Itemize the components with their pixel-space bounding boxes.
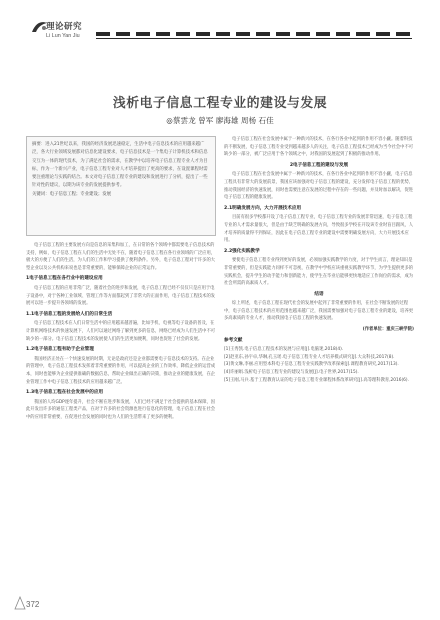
- subsection-heading: 2.1明确发展方向，大力开展技术应用: [224, 205, 302, 211]
- page-number: 372: [26, 600, 40, 609]
- column-name: 理论研究: [46, 22, 83, 32]
- conclusion-heading: 结语: [314, 291, 324, 297]
- column-pinyin: Li Lun Yan Jiu: [46, 33, 80, 39]
- abstract-box: [26, 136, 216, 236]
- journal-header: [0, 0, 440, 58]
- article-authors: ◎蔡雲龙 曾军 廖海雄 周杨 石佳: [166, 116, 274, 125]
- author-affiliation: (作者单位：重庆三峡学院): [362, 327, 414, 333]
- right-column: [224, 136, 414, 604]
- references-heading: 参考文献: [224, 337, 243, 343]
- header-rule: [96, 38, 412, 39]
- subsection-heading: 1.1电子信息工程的发展给人们的日常生活: [26, 311, 113, 317]
- body-paragraph: 我国经济正处在一个快速发展的时期，无论是政府还是企业都需要电子信息技术的支持。在企业的管理中，电子信息工程技术发挥着非常重要的作用，可以提高企业的工作效率，降低企业的运营成本，同时也能够为企业提供准确的数据信息，帮助企业做出正确的决策，推动企业的健康发展，在企业管理工作中电子信息工程技术的应用越来越广泛。: [26, 356, 216, 385]
- abstract-text: 摘要：进入21世纪以来，我国的经济发展迅速稳定，生活中电子信息技术的应用越来越广泛，各大行业领域发展都对信息化建设要求，电子信息技术是一个集电子计算机技术和信息交互为一体的现代技术，为了满足社会的需求，在教学中以培养电子信息工程专业人才为目标，作为一个新兴产业，电子信息工程专业对人才培养提出了更高的要求，在设置课程时需要注重理论与实践的结合。本文对电子信息工程专业的建设和发展进行了分析，提出了一些针对性的建议，以期为该专业的发展提供参考。: [32, 142, 208, 189]
- body-paragraph: 我国的人均GDP逐年提升，社会不断在进步和发展，人们已经不满足于社会提供的基本保障，因此开发出许多的通信工程类产品，在对于许多的社会资源也进行信息化的管理，电子信息工程在社会中的应用非常重要，在促进社会发展的同时也为人们的生活带来了更多的便利。: [26, 399, 216, 420]
- body-paragraph: 要使电子信息工程专业得到更好的发展，必须加强实践教学的力度，对于学生而言，理论知识是非常重要的，但是实践能力同样不可忽视，在教学中学校应该重视实践教学环节，为学生提供更多的实践机会，提升学生的动手能力和创新能力，使学生在毕业后能够更快地适应工作岗位的需求，成为社会所需的高素质人才。: [224, 258, 414, 287]
- body-paragraph: 目前有很多学校都开设了电子信息工程专业，电子信息工程专业的发展非常迅速，电子信息工程专业的人才需求量很大，但是由于缺乏明确的发展方向，导致很多学校在开设该专业时盲目跟风，人才培养的质量得不到保证，因此在电子信息工程专业的建设中需要明确发展方向，大力开展技术应用。: [224, 215, 414, 244]
- body-paragraph: 电子信息工程在社会发展中属于一种新兴的技术，在各行各业中起到的作用不容小觑。随着科技的不断发展，电子信息工程专业受到越来越多人的关注，电子信息工程技术已经成为当今社会中不可缺少的一部分，被广泛应用于各个领域之中，对我国的发展起到了积极的推动作用。: [224, 137, 414, 158]
- reference-item: [4]许丽娟.浅析电子信息工程专业的建设与发展[J].电子世界,2017(15).: [224, 370, 359, 376]
- conclusion-paragraph: 综上所述，电子信息工程在现代社会的发展中起到了非常重要的作用，在社会不断发展的过程中，电子信息工程技术的应用范围也越来越广泛，我国需要加强对电子信息工程专业的建设，培养更多高素质的专业人才，推动我国电子信息工程的快速发展。: [224, 301, 414, 322]
- left-column: [26, 242, 216, 594]
- intro-paragraph: 电子信息工程的主要发展方向是信息的采集和加工，在日常的各个领域中都需要电子信息技术的支持，例如，电子信息工程在人们的生活中无处不在，随着电子信息工程在各行业领域的广泛应用，极大的方便了人们的生活，为人们的工作和学习提供了便利条件。另外，电子信息工程对于许多的大型企业以及公共机构来说也是非常重要的，能够保障企业的正常运作。: [26, 243, 216, 271]
- header-dashed-bar: [96, 32, 412, 36]
- reference-item: [5]王刚,马兵.基于工程教育认证的电子信息工程专业课程体系改革研究[J].高等理科教育,2016(6).: [224, 377, 409, 383]
- reference-item: [2]赵亚东,孙宇卓,华琳,孔玉瑶.电子信息工程专业人才培养模式研究[J].大众科技,2017(8).: [224, 354, 395, 360]
- section-heading: 1电子信息工程在各行业中的建设应用: [26, 276, 103, 282]
- subsection-heading: 1.2电子信息工程有助于企业管理: [26, 347, 94, 353]
- page-corner-icon: [14, 596, 26, 610]
- body-paragraph: 电子信息工程在社会发展中属于一种新兴的技术，在各行各业中起到的作用不容小觑，电子信息工程具有非常大的发展前景，我国应该加强对电子信息工程的建设，充分发挥电子信息工程的优势，推动我国经济的快速发展，同时也需要注意在发展的过程中存在的一些问题，并及时加以解决，促进电子信息工程的健康发展。: [224, 172, 414, 201]
- keywords: 关键词：电子信息工程；专业建设；发展: [32, 191, 112, 197]
- subsection-heading: 2.2强化实践教学: [224, 248, 260, 254]
- reference-item: [1]王秀凯.电子信息工程技术的发展与应用[J].电脑迷,2018(4).: [224, 347, 344, 353]
- body-paragraph: 电子信息工程的应用非常广泛，随着社会的进步和发展，电子信息工程已经不仅仅只是应用于电子设备中，对于各种工业领域、管理工作等方面都起到了非常大的正面作用，电子信息工程技术的发展可以进一步提升各领域的发展。: [26, 285, 216, 307]
- subsection-heading: 1.3电子信息工程在社会发展中的应用: [26, 390, 104, 396]
- article-title: 浅析电子信息工程专业的建设与发展: [112, 96, 328, 111]
- section-heading: 2电子信息工程的建设与发展: [289, 162, 349, 168]
- body-paragraph: 电子信息工程技术在人们日常生活中的应用越来越普遍，比如手机、电视等电子设备的普及，在计算机网络技术的快速发展下，人们可以通过网络了解到更多的信息，网络已经成为人们生活中不可缺少的一部分。电子信息工程技术的发展使人们的生活更加便利，同时也促进了社会的发展。: [26, 321, 216, 342]
- reference-item: [3]黄文琳,李丽.应用型本科电子信息工程专业实践教学改革探索[J].课程教育研究,2017(13).: [224, 362, 399, 368]
